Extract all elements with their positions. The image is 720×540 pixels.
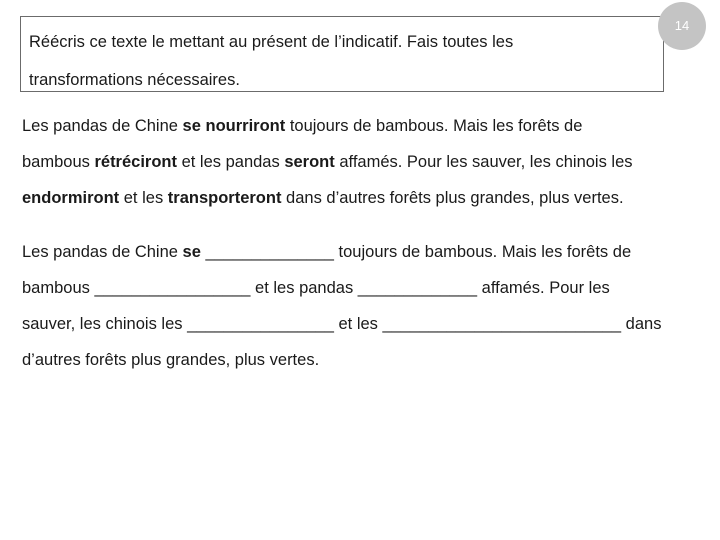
- exercise-line-4: d’autres forêts plus grandes, plus vertes.: [22, 351, 320, 369]
- original-line-2: [22, 144, 633, 180]
- bold-word: se: [182, 243, 201, 261]
- original-paragraph: [22, 108, 633, 216]
- bold-verb: rétréciront: [94, 153, 177, 171]
- exercise-line-2: bambous _________________ et les pandas _____________ affamés. Pour les: [22, 279, 610, 297]
- text-segment: Les pandas de Chine: [22, 243, 183, 261]
- original-line-1: [22, 108, 633, 144]
- text-segment: affamés. Pour les sauver, les chinois les: [334, 153, 633, 171]
- text-segment: bambous: [22, 153, 95, 171]
- original-line-3: [22, 180, 633, 216]
- text-segment: et les: [119, 189, 168, 207]
- bold-verb: transporteront: [167, 189, 282, 207]
- exercise-line-1: [22, 234, 661, 270]
- text-segment: toujours de bambous. Mais les forêts de: [285, 117, 583, 135]
- text-segment: Les pandas de Chine: [22, 117, 183, 135]
- instruction-line-1: Réécris ce texte le mettant au présent de l’indicatif. Fais toutes les: [29, 33, 514, 51]
- exercise-line-3: sauver, les chinois les ________________ et les __________________________ dans: [22, 315, 662, 333]
- instruction-line-2: transformations nécessaires.: [29, 71, 240, 89]
- page-number-badge: 14: [658, 2, 706, 50]
- bold-verb: seront: [284, 153, 335, 171]
- instruction-box: [20, 16, 664, 92]
- text-segment: ______________ toujours de bambous. Mais les forêts de: [200, 243, 632, 261]
- bold-verb: se nourriront: [182, 117, 286, 135]
- text-segment: dans d’autres forêts plus grandes, plus vertes.: [281, 189, 624, 207]
- text-segment: et les pandas: [177, 153, 285, 171]
- exercise-paragraph: [22, 234, 661, 378]
- bold-verb: endormiront: [22, 189, 120, 207]
